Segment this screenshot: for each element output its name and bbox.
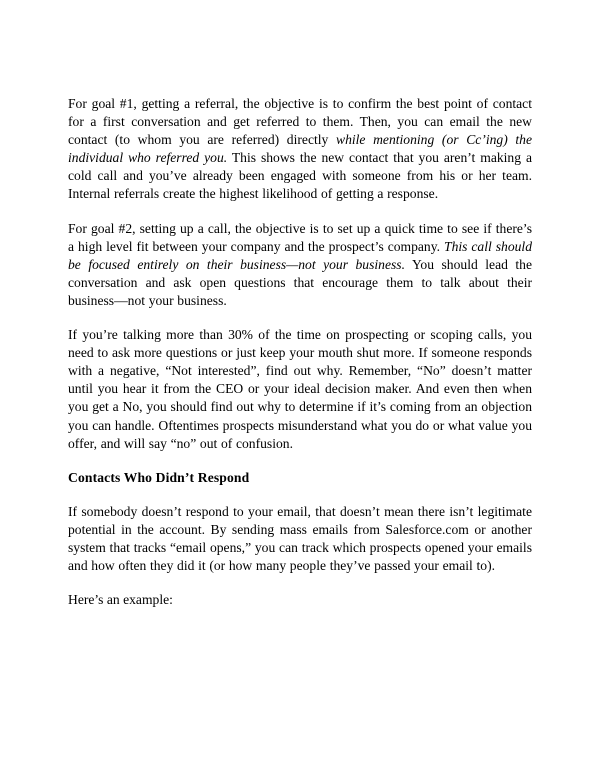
document-text-column — [68, 95, 532, 609]
closing-line-heres-an-example: Here’s an example: — [68, 592, 173, 608]
text-run-brand-salesforce: Salesforce.com — [385, 521, 469, 537]
text-run-normal: If you’re talking more than 30% of the time on prospecting or scoping calls, you need to ask more questions or just keep your mouth shut more. If someone responds with a negative, “Not interested”, find out why. Remember, “No” doesn’t matter until you hear it from the CEO or your ideal decision maker. And even then when you get a No, you should find out why to determine if it’s coming from an objection you can handle. Oftentimes prospects misunderstand what you do or what value you offer, and will say “no” out of confusion. — [68, 327, 532, 451]
text-run-normal: For goal #2, setting up a call, the objective is to set up a quick time to see if there’s a high level fit between your company and the prospect’s company. — [68, 220, 532, 254]
text-run-italic: while mentioning (or Cc’ing) the individual who referred you. — [68, 132, 533, 166]
text-run-normal: This shows the new contact that you aren’t making a cold call and you’ve already been engaged with someone from his or her team. Internal referrals create the highest likelihood of getting a response. — [68, 150, 533, 202]
section-heading-contacts-who-didnt-respond: Contacts Who Didn’t Respond — [68, 469, 250, 485]
text-run-normal: You should lead the conversation and ask open questions that encourage them to talk about their business—not your business. — [68, 256, 532, 308]
paragraph-goal-2-setting-up-a-call — [68, 220, 532, 310]
text-run-italic: This call should be focused entirely on their business—not your business. — [68, 238, 533, 272]
paragraph-talking-time-and-objections — [68, 326, 532, 453]
paragraph-email-opens-tracking — [68, 503, 532, 575]
paragraph-goal-1-referral — [68, 95, 532, 204]
text-run-normal: For goal #1, getting a referral, the objective is to confirm the best point of contact for a first conversation and get referred to them. Then, you can email the new contact (to whom you are referred) directly — [68, 96, 532, 148]
text-run-normal: or another system that tracks “email opens,” you can track which prospects opened your emails and how often they did it (or how many people they’ve passed your email to). — [68, 521, 532, 574]
text-run-normal: If somebody doesn’t respond to your email, that doesn’t mean there isn’t legitimate potential in the account. By sending mass emails from — [68, 503, 532, 537]
